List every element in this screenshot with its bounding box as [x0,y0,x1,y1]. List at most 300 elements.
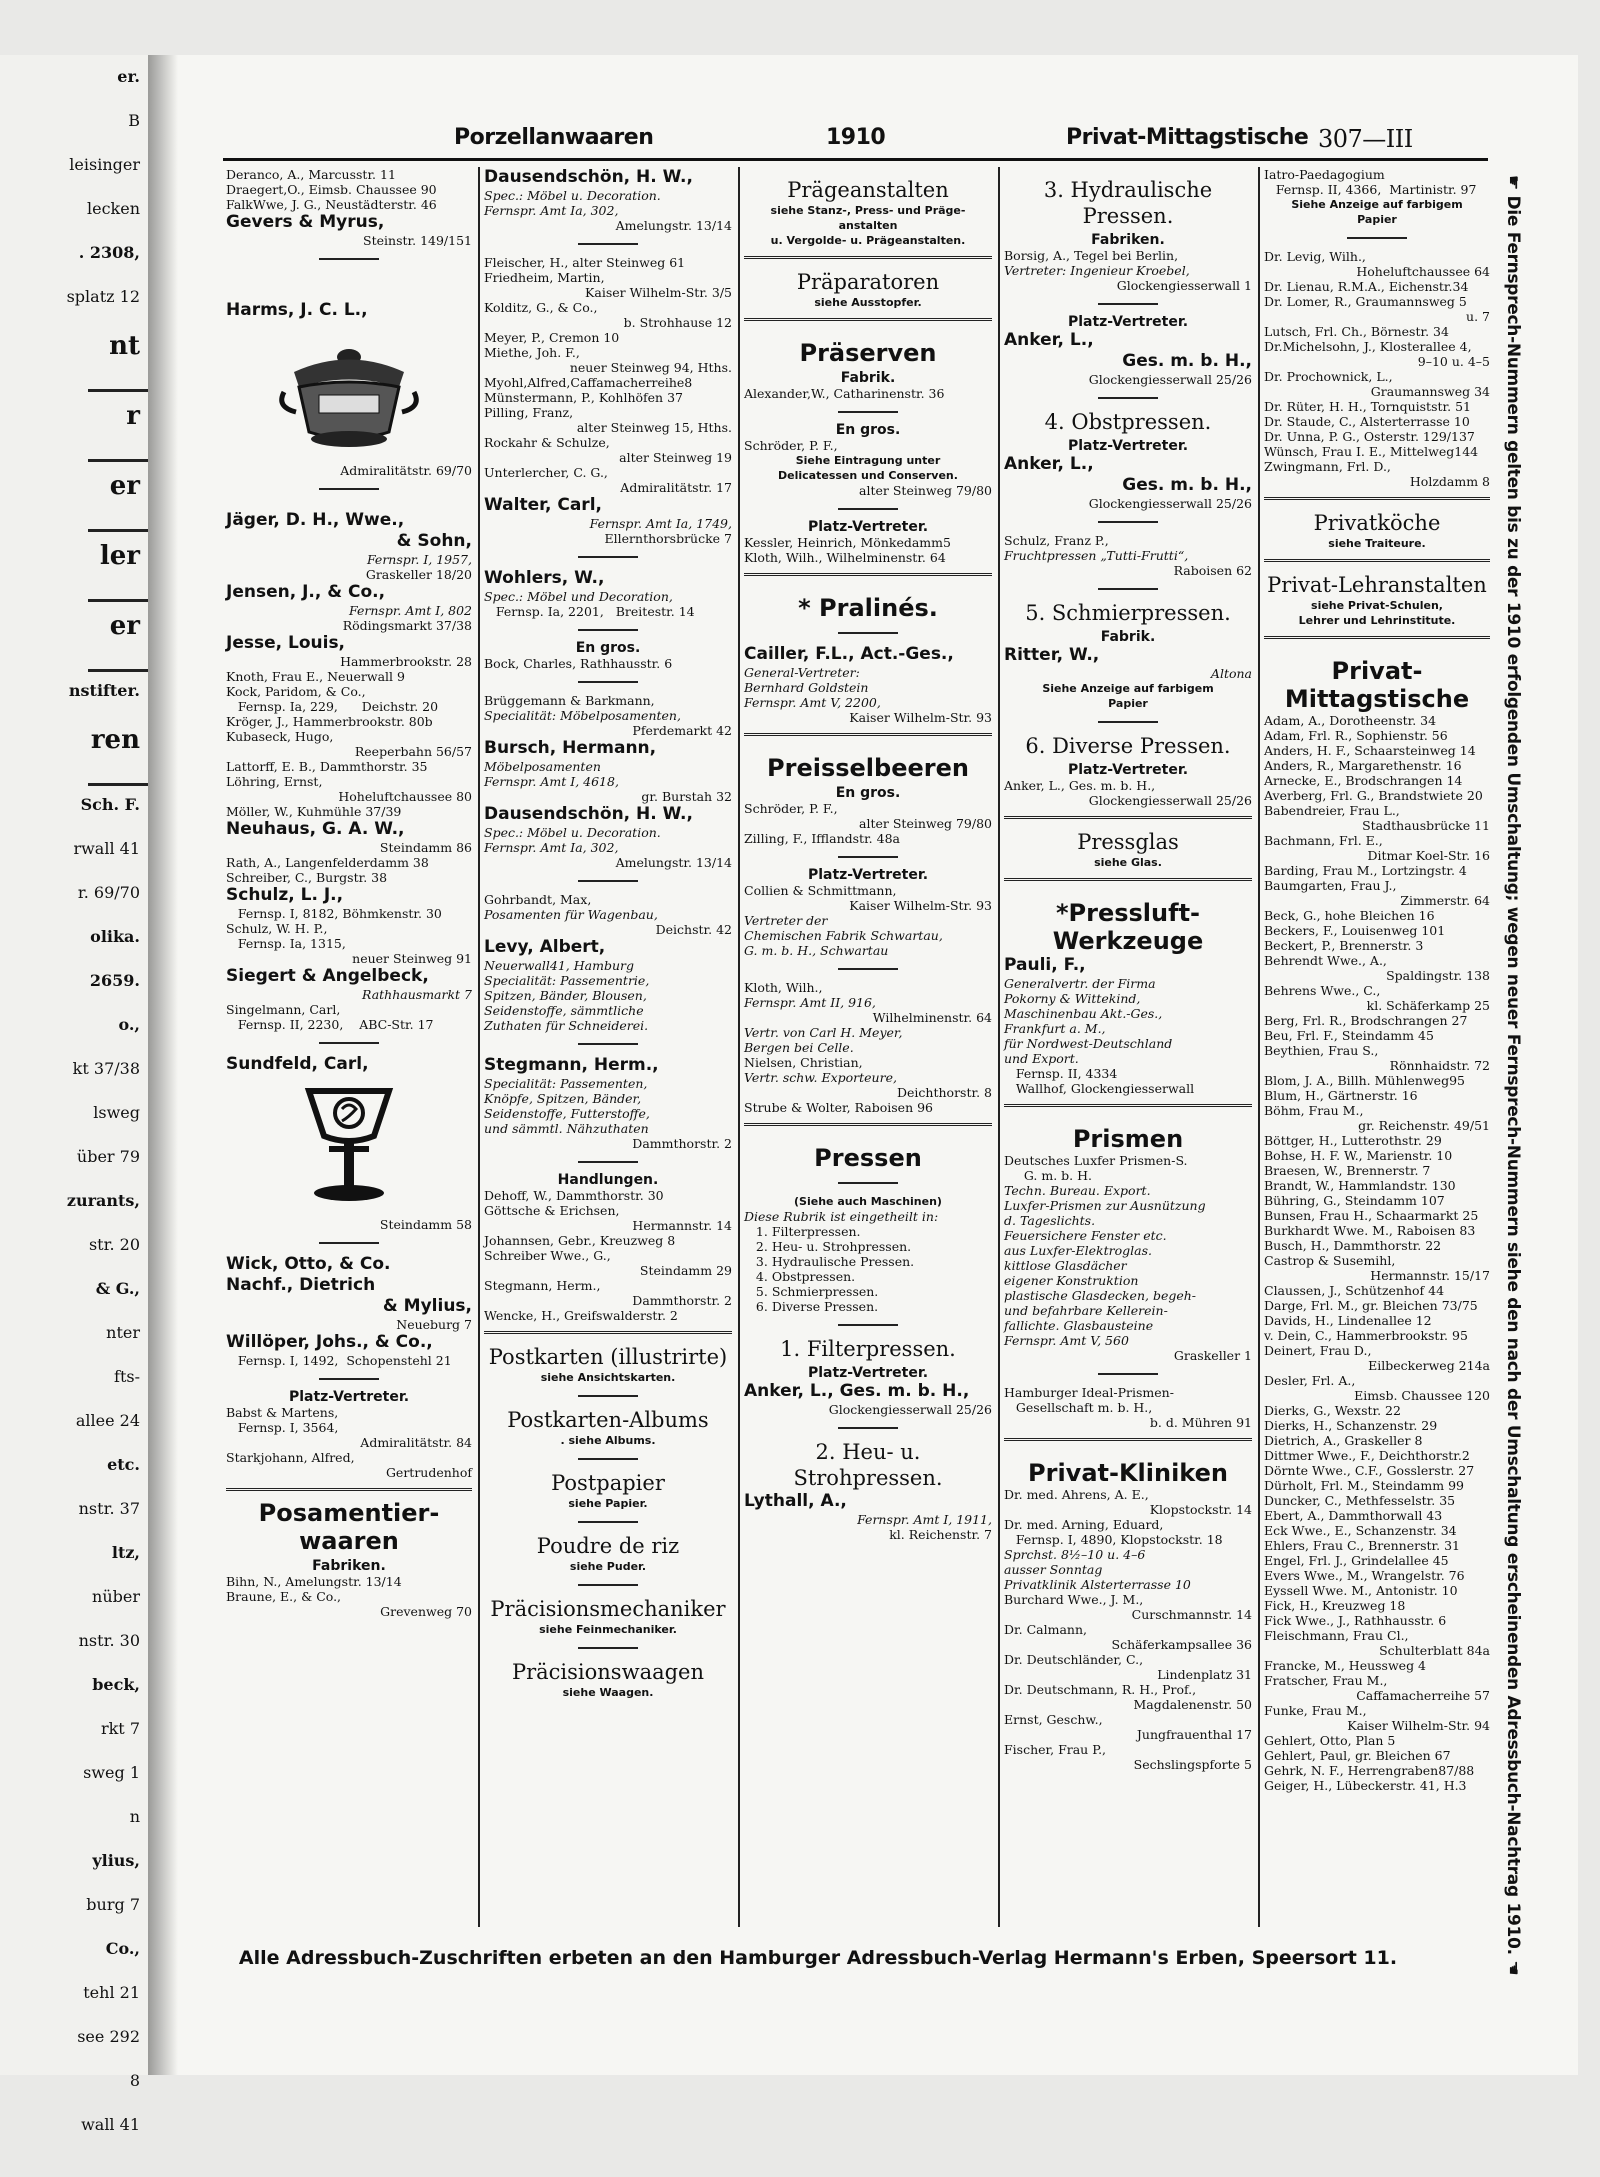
address-line: Gertrudenhof [385,1465,472,1480]
address-line: Deichstr. 42 [655,922,732,937]
short-rule [578,1161,638,1163]
entry-line: Evers Wwe., M., Wrangelstr. 76 [1264,1568,1465,1583]
address-line: Curschmannstr. 14 [1131,1607,1252,1622]
address-line: Amelungstr. 13/14 [615,855,732,870]
page-footer: Alle Adressbuch-Zuschriften erbeten an den Hamburger Adressbuch-Verlag Hermann's Erben, Speersort 11. [238,1947,1398,1969]
sliver-fragment: allee 24 [75,1411,140,1430]
address-line: Kaiser Wilhelm-Str. 3/5 [585,285,732,300]
spacer [226,500,472,510]
firm-name: Levy, Albert, [484,937,606,957]
entry-line: Babst & Martens, [226,1405,339,1420]
entry-line: Knoth, Frau E., Neuerwall 9 [226,669,405,684]
entry-line: Anders, H. F., Schaarsteinweg 14 [1264,743,1476,758]
address-line: Glockengiesserwall 25/26 [828,1402,992,1417]
entry-line: Dr. Calmann, [1004,1622,1087,1637]
section-label: Fabrik. [1100,629,1156,645]
sliver-fragment: ler [99,541,140,571]
short-rule [578,1647,638,1649]
cross-reference: anstalten [838,219,898,232]
short-rule [1098,397,1158,399]
entry-line: Kloth, Wilh., [744,980,823,995]
note-line: kittlose Glasdächer [1004,1258,1127,1273]
spacer [744,744,992,754]
entry-line: Iatro-Paedagogium [1264,167,1385,182]
entry-line: Johannsen, Gebr., Kreuzweg 8 [484,1233,676,1248]
entry-line: Rockahr & Schulze, [484,435,610,450]
entry-line: Gesellschaft m. b. H., [1004,1400,1153,1415]
category-heading: Preisselbeeren [767,754,969,782]
entry-line: Schreiber, C., Burgstr. 38 [226,870,388,885]
page-gutter-shadow [148,55,178,2075]
entry-line: Bohse, H. F. W., Marienstr. 10 [1264,1148,1453,1163]
sliver-fragment: er [109,471,140,501]
entry-line: Myohl,Alfred,Caffamacherreihe8 [484,375,693,390]
firm-name: Lythall, A., [744,1491,847,1511]
note-line: Specialität: Möbelposamenten, [484,708,681,723]
entry-line: Dehoff, W., Dammthorstr. 30 [484,1188,664,1203]
short-rule [319,258,379,260]
entry-line: Göttsche & Erichsen, [484,1203,620,1218]
subcategory-heading: Präcisionswaagen [511,1660,704,1684]
sliver-fragment: über 79 [76,1147,140,1166]
short-rule [1098,521,1158,523]
short-rule [838,632,898,634]
sliver-fragment: & G., [95,1279,140,1298]
firm-name: Walter, Carl, [484,495,602,515]
section-label: Platz-Vertreter. [1067,762,1189,778]
firm-name: Jensen, J., & Co., [226,582,386,602]
entry-line: Eck Wwe., E., Schanzenstr. 34 [1264,1523,1457,1538]
entry-line: G. m. b. H. [1004,1168,1092,1183]
directory-page [178,55,1578,2075]
column-divider [738,167,740,1927]
entry-line: Friedheim, Martin, [484,270,605,285]
entry-line: Stegmann, Herm., [484,1278,601,1293]
entry-line: Kessler, Heinrich, Mönkedamm5 [744,535,951,550]
spacer [1004,889,1252,899]
section-label: Fabriken. [312,1558,386,1574]
short-rule [1098,721,1158,723]
column-4 [1004,167,1252,1927]
section-rule [1264,559,1490,562]
category-heading: Mittagstische [1284,685,1470,713]
note-line: Spec.: Möbel u. Decoration. [484,825,661,840]
entry-line: Bühring, G., Steindamm 107 [1264,1193,1445,1208]
address-line: Jungfrauenthal 17 [1136,1727,1252,1742]
address-line: Altona [1210,666,1252,681]
entry-line: Bunsen, Frau H., Schaarmarkt 25 [1264,1208,1479,1223]
entry-line: Dietrich, A., Graskeller 8 [1264,1433,1423,1448]
entry-line: Collien & Schmittmann, [744,883,897,898]
entry-line: Böttger, H., Lutterothstr. 29 [1264,1133,1442,1148]
entry-line: Ehlers, Frau C., Brennerstr. 31 [1264,1538,1460,1553]
cross-reference: Papier [1108,697,1148,710]
entry-line: 2. Heu- u. Strohpressen. [744,1239,912,1254]
entry-line: Darge, Frl. M., gr. Bleichen 73/75 [1264,1298,1478,1313]
entry-line: Schröder, P. F., [744,438,838,453]
entry-line: Anders, R., Margarethenstr. 16 [1264,758,1462,773]
header-right: Privat-Mittagstische [1066,125,1309,150]
section-rule [744,573,992,576]
entry-line: Burchard Wwe., J. M., [1004,1592,1144,1607]
short-rule [838,1324,898,1326]
note-line: Specialität: Passementen, [484,1076,648,1091]
firm-name: Cailler, F.L., Act.-Ges., [744,644,954,664]
column-divider [998,167,1000,1927]
entry-line: Fernsp. II, 4366, Martinistr. 97 [1264,182,1477,197]
note-line: Neuerwall41, Hamburg [484,958,634,973]
entry-line: Fernsp. II, 2230, ABC-Str. 17 [226,1017,434,1032]
sliver-fragment: fts- [114,1367,140,1386]
sliver-rule [88,783,148,786]
entry-line: Singelmann, Carl, [226,1002,341,1017]
note-line: fallichte. Glasbausteine [1004,1318,1154,1333]
spacer [1004,1449,1252,1459]
note-line: Fernspr. Amt Ia, 302, [484,840,619,855]
note-line: Fernspr. Amt V, 2200, [744,695,881,710]
firm-name: Pauli, F., [1004,955,1086,975]
entry-line: Wallhof, Glockengiesserwall [1004,1081,1195,1096]
entry-line: Braune, E., & Co., [226,1589,342,1604]
note-line: und sämmtl. Nähzuthaten [484,1121,649,1136]
firm-name: Willöper, Johs., & Co., [226,1332,433,1352]
entry-line: Adam, A., Dorotheenstr. 34 [1264,713,1437,728]
short-rule [578,880,638,882]
note-line: und befahrbare Kellerein- [1004,1303,1168,1318]
entry-line: Dierks, G., Wexstr. 22 [1264,1403,1401,1418]
entry-line: FalkWwe, J. G., Neustädterstr. 46 [226,197,437,212]
entry-line: Nielsen, Christian, [744,1055,863,1070]
note-line: Fruchtpressen „Tutti-Frutti“, [1004,548,1189,563]
note-line: Knöpfe, Spitzen, Bänder, [484,1091,642,1106]
sliver-fragment: nt [109,331,140,361]
entry-line: Schulz, Franz P., [1004,533,1109,548]
sliver-fragment: nter [106,1323,140,1342]
entry-line: Desler, Frl. A., [1264,1373,1356,1388]
entry-line: Draegert,O., Eimsb. Chaussee 90 [226,182,437,197]
sliver-fragment: 2659. [89,971,140,990]
entry-line: 6. Diverse Pressen. [744,1299,879,1314]
entry-line: Beck, G., hohe Bleichen 16 [1264,908,1435,923]
section-rule [1004,816,1252,819]
address-line: Magdalenenstr. 50 [1133,1697,1252,1712]
short-rule [578,629,638,631]
section-label: Fabriken. [1091,232,1165,248]
note-line: für Nordwest-Deutschland [1004,1036,1173,1051]
subcategory-heading: Präcisionsmechaniker [490,1597,726,1621]
column-divider [1258,167,1260,1927]
entry-line: Dr. Deutschmann, R. H., Prof., [1004,1682,1197,1697]
short-rule [838,1182,898,1184]
address-line: Dammthorstr. 2 [632,1293,732,1308]
short-rule [578,681,638,683]
sliver-fragment: nstifter. [68,681,140,700]
entry-line: Anker, L., Ges. m. b. H., [1004,778,1156,793]
subcategory-heading: Pressglas [1077,830,1179,854]
sliver-fragment: kt 37/38 [72,1059,140,1078]
entry-line: Dr.Michelsohn, J., Klosterallee 4, [1264,339,1472,354]
subcategory-heading: Prägeanstalten [787,178,949,202]
entry-line: Eyssell Wwe. M., Antonistr. 10 [1264,1583,1458,1598]
entry-line: 5. Schmierpressen. [744,1284,879,1299]
lamp-logo [294,1081,404,1211]
short-rule [578,1458,638,1460]
entry-line: Beckers, F., Louisenweg 101 [1264,923,1446,938]
entry-line: Deutsches Luxfer Prismen-S. [1004,1153,1188,1168]
cross-reference: u. Vergolde- u. Prägeanstalten. [770,234,966,247]
address-line: Stadthausbrücke 11 [1362,818,1490,833]
address-line: Deichthorstr. 8 [897,1085,992,1100]
address-line: Fernspr. Amt I, 802 [349,603,472,618]
entry-line: Gehrk, N. F., Herrengraben87/88 [1264,1763,1475,1778]
subcategory-heading: 2. Heu- u. Strohpressen. [793,1440,943,1490]
address-line: Dammthorstr. 2 [632,1136,732,1151]
firm-name: Ges. m. b. H., [1122,475,1252,495]
entry-line: Dr. Prochownick, L., [1264,369,1393,384]
address-line: Fernspr. Amt I, 1911, [857,1512,992,1527]
entry-line: Dr. Lomer, R., Graumannsweg 5 [1264,294,1467,309]
entry-line: Beythien, Frau S., [1264,1043,1379,1058]
category-heading: Pressen [814,1144,922,1172]
entry-line: Lutsch, Frl. Ch., Börnestr. 34 [1264,324,1449,339]
cross-reference: siehe Feinmechaniker. [539,1623,677,1636]
section-rule [744,256,992,259]
firm-name: & Sohn, [396,531,472,551]
address-line: b. Strohhause 12 [623,315,732,330]
address-line: Graskeller 18/20 [365,567,472,582]
sliver-fragment: n [129,1807,140,1826]
note-line: d. Tageslichts. [1004,1213,1096,1228]
column-2 [484,167,732,1927]
address-line: Hammerbrookstr. 28 [340,654,472,669]
entry-line: Davids, H., Lindenallee 12 [1264,1313,1432,1328]
short-rule [319,1042,379,1044]
sliver-fragment: rwall 41 [73,839,140,858]
entry-line: Gehlert, Paul, gr. Bleichen 67 [1264,1748,1451,1763]
firm-name: Ges. m. b. H., [1122,351,1252,371]
category-heading: Prismen [1072,1125,1184,1153]
entry-line: Bachmann, Frl. E., [1264,833,1383,848]
address-line: Sechslingspforte 5 [1133,1757,1252,1772]
entry-line: Dr. Rüter, H. H., Tornquiststr. 51 [1264,399,1471,414]
category-heading: Werkzeuge [1052,927,1204,955]
entry-line: Rath, A., Langenfelderdamm 38 [226,855,429,870]
short-rule [1098,303,1158,305]
address-line: Admiralitätstr. 69/70 [340,463,472,478]
section-rule [1004,1104,1252,1107]
short-rule [578,1521,638,1523]
entry-line: Fernsp. Ia, 1315, [226,936,346,951]
cross-reference: siehe Traiteure. [1328,537,1426,550]
note-line: Vertr. schw. Exporteure, [744,1070,897,1085]
entry-line: Fernsp. Ia, 229, Deichstr. 20 [226,699,439,714]
entry-line: Babendreier, Frau L., [1264,803,1400,818]
section-rule [484,1331,732,1334]
cross-reference: siehe Glas. [1094,856,1162,869]
note-line: Diese Rubrik ist eingetheilt in: [744,1209,939,1224]
sliver-fragment: r. 69/70 [77,883,140,902]
address-line: Spaldingstr. 138 [1386,968,1490,983]
address-line: Grevenweg 70 [380,1604,472,1619]
short-rule [838,856,898,858]
address-line: 9–10 u. 4–5 [1417,354,1490,369]
note-line: Posamenten für Wagenbau, [484,907,658,922]
entry-line: Fratscher, Frau M., [1264,1673,1388,1688]
note-line: G. m. b. H., Schwartau [744,943,889,958]
note-line: Fernspr. Amt Ia, 302, [484,203,619,218]
address-line: Hermannstr. 15/17 [1370,1268,1490,1283]
column-5 [1264,167,1490,1927]
cross-reference: siehe Stanz-, Press- und Präge- [770,204,966,217]
sliver-fragment: B [128,111,140,130]
note-line: Fernspr. Amt II, 916, [744,995,876,1010]
short-rule [319,1242,379,1244]
entry-line: Busch, H., Dammthorstr. 22 [1264,1238,1442,1253]
note-line: Feuersichere Fenster etc. [1004,1228,1167,1243]
section-rule [744,733,992,736]
firm-name: Harms, J. C. L., [226,300,368,320]
address-line: Holzdamm 8 [1409,474,1490,489]
subcategory-heading: 5. Schmierpressen. [1025,601,1231,625]
sliver-fragment: 8 [129,2071,140,2090]
sliver-fragment: see 292 [77,2027,140,2046]
spacer [744,329,992,339]
entry-line: Gohrbandt, Max, [484,892,592,907]
firm-name: Stegmann, Herm., [484,1055,659,1075]
note-line: Fernspr. Amt I, 4618, [484,774,619,789]
entry-line: Fleischmann, Frau Cl., [1264,1628,1409,1643]
sliver-fragment: rkt 7 [100,1719,140,1738]
address-line: gr. Burstah 32 [641,789,732,804]
firm-name: Gevers & Myrus, [226,212,385,232]
short-rule [578,1043,638,1045]
page-number: 307—III [1318,125,1413,153]
entry-line: Ebert, A., Dammthorwall 43 [1264,1508,1443,1523]
note-line: Maschinenbau Akt.-Ges., [1004,1006,1163,1021]
address-line: b. d. Mühren 91 [1149,1415,1252,1430]
address-line: Pferdemarkt 42 [632,723,732,738]
sliver-fragment: burg 7 [86,1895,140,1914]
entry-line: Brüggemann & Barkmann, [484,693,655,708]
entry-line: Fleischer, H., alter Steinweg 61 [484,255,686,270]
sliver-rule [88,389,148,392]
cross-reference: Siehe Anzeige auf farbigem [1042,682,1214,695]
subcategory-heading: Präparatoren [796,270,940,294]
spacer [744,1134,992,1144]
sliver-fragment: olika. [90,927,140,946]
subcategory-heading: Privat-Lehranstalten [1267,573,1487,597]
section-label: Platz-Vertreter. [807,519,929,535]
entry-line: Beu, Frl. F., Steindamm 45 [1264,1028,1434,1043]
section-label: Platz-Vertreter. [288,1389,410,1405]
address-line: Graskeller 1 [1173,1348,1252,1363]
entry-line: Dr. Staude, C., Alsterterrasse 10 [1264,414,1470,429]
entry-line: Fick, H., Kreuzweg 18 [1264,1598,1406,1613]
address-line: Hermannstr. 14 [632,1218,732,1233]
address-line: Admiralitätstr. 84 [360,1435,472,1450]
entry-line: Borsig, A., Tegel bei Berlin, [1004,248,1179,263]
note-line: eigener Konstruktion [1004,1273,1139,1288]
note-line: Seidenstoffe, Futterstoffe, [484,1106,650,1121]
address-line: Hoheluftchaussee 80 [338,789,472,804]
entry-line: Fernsp. I, 1492, Schopenstehl 21 [226,1353,452,1368]
address-line: Graumannsweg 34 [1370,384,1490,399]
entry-line: Böhm, Frau M., [1264,1103,1364,1118]
cross-reference: . siehe Albums. [560,1434,656,1447]
cross-reference: siehe Privat-Schulen, [1311,599,1443,612]
section-label: Platz-Vertreter. [807,1365,929,1381]
subcategory-heading: 4. Obstpressen. [1044,410,1212,434]
entry-line: Fernsp. I, 4890, Klopstockstr. 18 [1004,1532,1223,1547]
cross-reference: Delicatessen und Conserven. [778,469,958,482]
category-heading: Privat- [1331,657,1423,685]
note-line: Generalvertr. der Firma [1004,976,1156,991]
note-line: ausser Sonntag [1004,1562,1103,1577]
firm-name: Anker, L., [1004,330,1094,350]
entry-line: Kubaseck, Hugo, [226,729,334,744]
section-rule [1264,636,1490,639]
entry-line: Zwingmann, Frl. D., [1264,459,1391,474]
address-line: Caffamacherreihe 57 [1356,1688,1490,1703]
sliver-rule [88,599,148,602]
entry-line: Berg, Frl. R., Brodschrangen 27 [1264,1013,1468,1028]
entry-line: Miethe, Joh. F., [484,345,580,360]
note-line: und Export. [1004,1051,1079,1066]
address-line: Admiralitätstr. 17 [620,480,732,495]
header-left: Porzellanwaaren [454,125,654,150]
subcategory-heading: Privatköche [1313,511,1441,535]
address-line: Rönnhaidstr. 72 [1389,1058,1490,1073]
sliver-fragment: Sch. F. [80,795,140,814]
cross-reference: Siehe Anzeige auf farbigem [1291,198,1463,211]
firm-name: Anker, L., [1004,454,1094,474]
note-line: General-Vertreter: [744,665,860,680]
section-rule [744,1123,992,1126]
note-line: Spec.: Möbel u. Decoration. [484,188,661,203]
section-label: Fabrik. [840,370,896,386]
entry-line: Unterlercher, C. G., [484,465,608,480]
entry-line: Schulz, W. H. P., [226,921,328,936]
sliver-fragment: er. [117,67,140,86]
note-line: Vertreter: Ingenieur Kroebel, [1004,263,1190,278]
firm-name: Schulz, L. J., [226,885,344,905]
entry-line: Lattorff, E. B., Dammthorstr. 35 [226,759,428,774]
entry-line: Schröder, P. F., [744,801,838,816]
entry-line: Fischer, Frau P., [1004,1742,1107,1757]
sliver-rule [88,529,148,532]
entry-line: Fernsp. I, 3564, [226,1420,339,1435]
firm-name: Nachf., Dietrich [226,1275,376,1295]
entry-line: Brandt, W., Hammlandstr. 130 [1264,1178,1456,1193]
entry-line: Münstermann, P., Kohlhöfen 37 [484,390,683,405]
side-note [1496,175,1536,1976]
section-label: Platz-Vertreter. [1067,438,1189,454]
sliver-fragment: nstr. 37 [78,1499,140,1518]
address-line: Fernspr. Amt Ia, 1749, [589,516,732,531]
note-line: Fernspr. Amt V, 560 [1004,1333,1129,1348]
entry-line: Dörnte Wwe., C.F., Gosslerstr. 27 [1264,1463,1475,1478]
sliver-fragment: ylius, [92,1851,140,1870]
entry-line: 1. Filterpressen. [744,1224,861,1239]
note-line: Specialität: Passementrie, [484,973,650,988]
sliver-fragment: nüber [92,1587,140,1606]
address-line: gr. Reichenstr. 49/51 [1358,1118,1490,1133]
address-line: Rathhausmarkt 7 [362,987,472,1002]
firm-name: Neuhaus, G. A. W., [226,819,405,839]
address-line: Kaiser Wilhelm-Str. 93 [849,898,992,913]
spacer [226,270,472,280]
address-line: Amelungstr. 13/14 [615,218,732,233]
